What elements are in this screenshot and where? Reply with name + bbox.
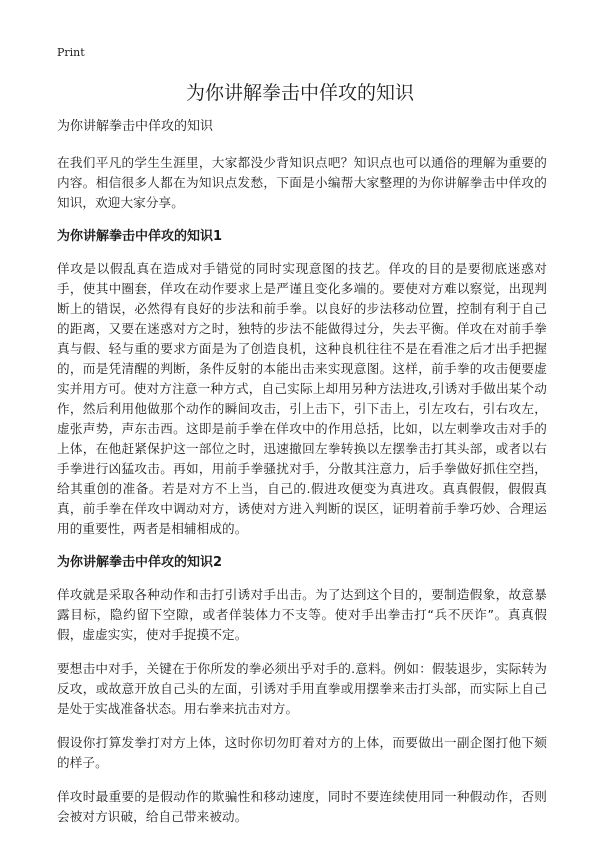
section-2-paragraph-1: 佯攻就是采取各种动作和击打引诱对手出击。为了达到这个目的，要制造假象，故意暴露目标，隐约留下空隙，或者佯装体力不支等。使对手出拳击打“兵不厌诈”。真真假假，虚虚实实，使对手捉摸不定。 [57, 587, 547, 642]
section-1-paragraph-1: 佯攻是以假乱真在造成对手错觉的同时实现意图的技艺。佯攻的目的是要彻底迷惑对手，使其中圈套，佯攻在动作要求上是严谨且变化多端的。要使对方难以察觉，出现判断上的错误，必然得有良好的步法和前手拳。以良好的步法移动位置，控制有利于自己的距离，又要在迷惑对方之时，独特的步法不能做得过分，失去平衡。佯攻在对前手拳真与假、轻与重的要求方面是为了创造良机，这种良机往往不是在看准之后才出手把握的，而是凭清醒的判断，条件反射的本能出击来实现意图。这样，前手拳的攻击便要虚实并用方可。使对方注意一种方式，自己实际上却用另种方法进攻,引诱对手做出某个动作，然后利用他做那个动作的瞬间攻击，引上击下，引下击上，引左攻右，引右攻左，虚张声势，声东击西。这即是前手拳在佯攻中的作用总括，比如，以左刺拳攻击对手的上体，在他赶紧保护这一部位之时，迅速撤回左拳转换以左摆拳击打其头部，或者以右手拳进行凶猛攻击。再如，用前手拳骚扰对手，分散其注意力，后手拳做好抓住空挡，给其重创的准备。若是对方不上当，自己的.假进攻便变为真进攻。真真假假，假假真真，前手拳在佯攻中调动对方，诱使对方进入判断的误区，证明着前手拳巧妙、合理运用的重要性，两者是相辅相成的。 [57, 261, 547, 536]
page-title: 为你讲解拳击中佯攻的知识 [185, 82, 414, 104]
section-heading-2: 为你讲解拳击中佯攻的知识2 [57, 555, 223, 570]
section-heading-1: 为你讲解拳击中佯攻的知识1 [57, 229, 223, 244]
intro-paragraph: 在我们平凡的学生生涯里，大家都没少背知识点吧？知识点也可以通俗的理解为重要的内容。相信很多人都在为知识点发愁，下面是小编帮大家整理的为你讲解拳击中佯攻的知识，欢迎大家分享。 [57, 155, 547, 210]
section-2-paragraph-4: 佯攻时最重要的是假动作的欺骗性和移动速度，同时不要连续使用同一种假动作，否则会被对方识破，给自己带来被动。 [57, 789, 547, 824]
article-subtitle: 为你讲解拳击中佯攻的知识 [57, 119, 214, 134]
section-2-paragraph-2: 要想击中对手，关键在于你所发的拳必须出乎对手的.意料。例如：假装退步，实际转为反攻，或故意开放自己头的左面，引诱对手用直拳或用摆拳来击打头部，而实际上自己是处于实战准备状态。用右拳来抗击对方。 [57, 661, 547, 716]
section-2-paragraph-3: 假设你打算发拳打对方上体，这时你切勿盯着对方的上体，而要做出一副企图打他下颏的样子。 [57, 735, 547, 770]
print-link[interactable]: Print [57, 46, 85, 59]
article-body [57, 117, 547, 841]
